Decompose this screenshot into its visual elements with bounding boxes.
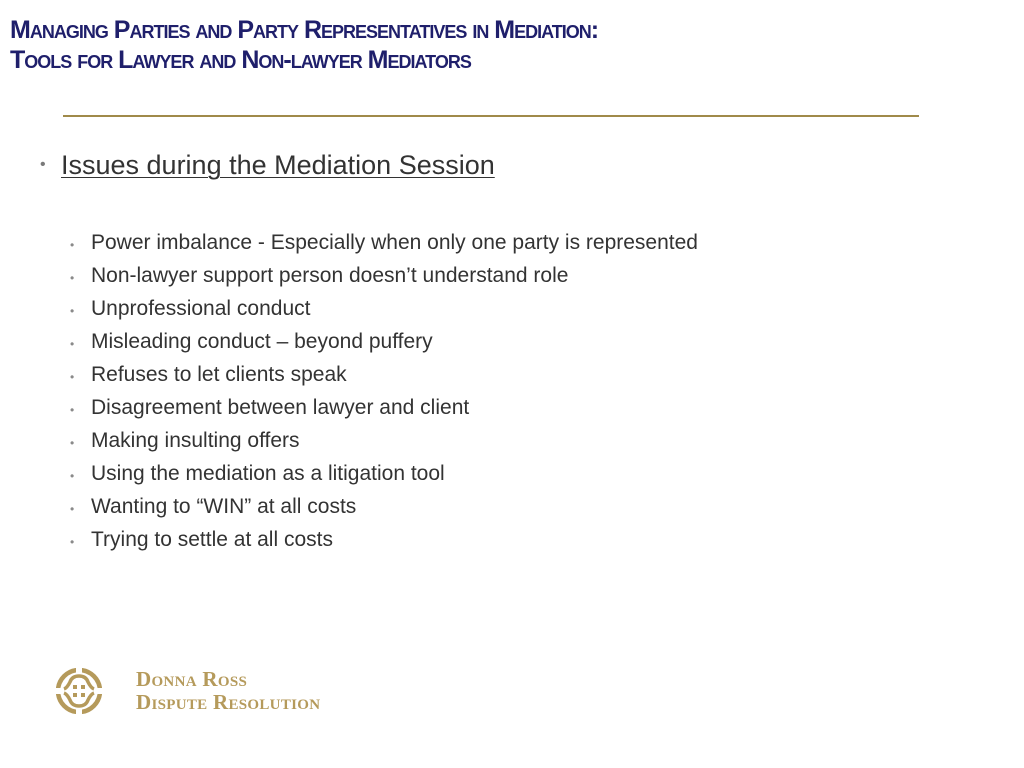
issue-text: Non-lawyer support person doesn’t understand role — [91, 264, 569, 287]
issue-bullet: • — [70, 337, 75, 351]
dr-emblem-icon — [56, 668, 102, 714]
issue-bullet: • — [70, 238, 75, 252]
issue-item — [70, 523, 698, 556]
title-divider — [63, 115, 919, 117]
issue-bullet: • — [70, 469, 75, 483]
issues-list — [70, 226, 698, 556]
issue-item — [70, 292, 698, 325]
issue-item — [70, 358, 698, 391]
issue-item — [70, 259, 698, 292]
issue-text: Power imbalance - Especially when only one party is represented — [91, 231, 698, 254]
issue-item — [70, 325, 698, 358]
issue-bullet: • — [70, 304, 75, 318]
issue-text: Using the mediation as a litigation tool — [91, 462, 445, 485]
slide-title — [10, 15, 1010, 75]
issue-item — [70, 457, 698, 490]
issue-bullet: • — [70, 370, 75, 384]
logo-line-1: Donna Ross — [136, 667, 248, 691]
issue-item — [70, 490, 698, 523]
title-line-2: Tools for Lawyer and Non-lawyer Mediators — [10, 46, 471, 74]
issue-text: Misleading conduct – beyond puffery — [91, 330, 433, 353]
issue-item — [70, 226, 698, 259]
issue-item — [70, 391, 698, 424]
issue-text: Wanting to “WIN” at all costs — [91, 495, 357, 518]
issue-text: Making insulting offers — [91, 429, 300, 452]
issue-bullet: • — [70, 403, 75, 417]
issue-text: Refuses to let clients speak — [91, 363, 347, 386]
issue-text: Trying to settle at all costs — [91, 528, 333, 551]
company-logo — [56, 668, 320, 714]
title-line-1: Managing Parties and Party Representatives in Mediation: — [10, 16, 599, 44]
issue-item — [70, 424, 698, 457]
logo-wordmark — [136, 668, 320, 714]
issue-bullet: • — [70, 271, 75, 285]
issue-bullet: • — [70, 535, 75, 549]
logo-line-2: Dispute Resolution — [136, 690, 321, 714]
section-heading: Issues during the Mediation Session — [61, 150, 495, 180]
issue-text: Disagreement between lawyer and client — [91, 396, 470, 419]
issue-bullet: • — [70, 502, 75, 516]
issue-bullet: • — [70, 436, 75, 450]
heading-bullet: • — [40, 156, 46, 173]
issue-text: Unprofessional conduct — [91, 297, 311, 320]
